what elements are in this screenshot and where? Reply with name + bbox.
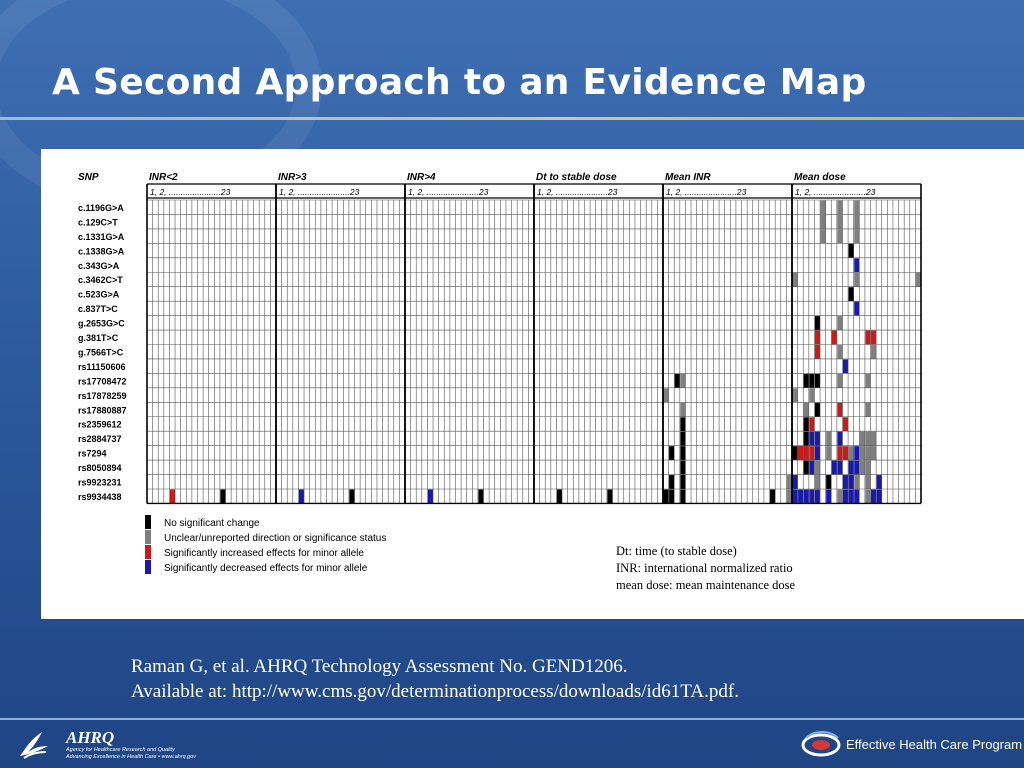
cell-mean-dose	[854, 475, 859, 489]
cell-mean-dose	[815, 432, 820, 446]
cell-mean-dose	[854, 215, 859, 229]
row-label: rs2884737	[78, 434, 122, 445]
cell-mean-dose	[815, 446, 820, 460]
cell-mean-dose	[837, 229, 842, 243]
legend-label: Significantly decreased effects for minor allele	[164, 563, 368, 574]
cell-bottom-row	[557, 490, 562, 504]
cell-mean-dose	[793, 273, 798, 287]
row-label: rs2359612	[78, 419, 122, 430]
row-header-label: SNP	[78, 172, 99, 183]
column-subheader-label: 1, 2, ......................23	[795, 187, 876, 197]
cell-bottom-row	[299, 490, 304, 504]
cell-mean-dose	[854, 258, 859, 272]
row-label: rs8050894	[78, 463, 122, 474]
legend-label: No significant change	[164, 518, 260, 529]
row-label: rs17708472	[78, 376, 127, 387]
row-label: rs17880887	[78, 405, 127, 416]
cell-mean-inr	[664, 490, 669, 504]
cell-mean-dose	[871, 432, 876, 446]
ahrq-tagline-2: Advancing Excellence in Health Care • www.ahrq.gov	[66, 754, 197, 760]
cell-mean-dose	[832, 331, 837, 345]
cell-mean-dose	[860, 432, 865, 446]
cell-mean-dose	[793, 490, 798, 504]
cell-mean-dose	[837, 374, 842, 388]
cell-mean-dose	[854, 302, 859, 316]
cell-mean-dose	[804, 374, 809, 388]
cell-mean-dose	[854, 273, 859, 287]
column-subheader-label: 1, 2, ......................23	[666, 187, 747, 197]
cell-mean-dose	[815, 374, 820, 388]
footer-divider	[0, 718, 1024, 720]
cell-mean-dose	[871, 490, 876, 504]
cell-mean-dose	[849, 244, 854, 258]
ahrq-logo	[66, 729, 196, 761]
citation-line-1: Raman G, et al. AHRQ Technology Assessment No. GEND1206.	[131, 656, 628, 677]
legend-swatch	[145, 560, 151, 574]
program-name: Effective Health Care Program	[846, 736, 1023, 752]
cell-mean-dose	[815, 331, 820, 345]
cell-mean-dose	[798, 446, 803, 460]
cell-bottom-row	[349, 490, 354, 504]
cell-bottom-row	[220, 490, 225, 504]
cell-mean-dose	[849, 287, 854, 301]
legend-swatch	[145, 515, 151, 529]
cell-mean-dose	[815, 475, 820, 489]
cell-mean-dose	[826, 446, 831, 460]
legend-label: Significantly increased effects for minor allele	[164, 548, 364, 559]
cell-mean-dose	[826, 432, 831, 446]
cell-mean-dose	[865, 446, 870, 460]
cell-bottom-row	[170, 490, 175, 504]
cell-mean-inr	[675, 374, 680, 388]
cell-mean-dose	[809, 388, 814, 402]
cell-bottom-row	[428, 490, 433, 504]
row-label: rs9923231	[78, 477, 122, 488]
cell-mean-dose	[815, 345, 820, 359]
column-group-label: INR<2	[149, 172, 178, 183]
column-subheader-label: 1, 2, ......................23	[537, 187, 618, 197]
cell-mean-dose	[837, 432, 842, 446]
cell-mean-dose	[849, 461, 854, 475]
abbreviation-definitions	[616, 543, 916, 594]
column-subheader-label: 1, 2, ......................23	[150, 187, 231, 197]
cell-mean-dose	[843, 417, 848, 431]
evidence-map-panel	[41, 149, 1024, 619]
cell-mean-dose	[849, 446, 854, 460]
definition-mean-dose: mean dose: mean maintenance dose	[616, 578, 796, 592]
row-label: rs9934438	[78, 491, 122, 502]
ahrq-tagline-1: Agency for Healthcare Research and Quality	[66, 747, 175, 753]
cell-mean-dose	[809, 432, 814, 446]
cell-mean-dose	[837, 403, 842, 417]
cell-mean-dose	[843, 359, 848, 373]
row-label: rs7294	[78, 448, 107, 459]
cell-mean-dose	[804, 461, 809, 475]
cell-mean-dose	[804, 417, 809, 431]
cell-mean-dose	[871, 446, 876, 460]
cell-mean-dose	[837, 461, 842, 475]
cell-mean-dose	[854, 446, 859, 460]
cell-mean-dose	[843, 475, 848, 489]
cell-bottom-row	[478, 490, 483, 504]
cell-mean-dose	[849, 475, 854, 489]
cell-mean-dose	[865, 475, 870, 489]
row-label: c.3462C>T	[78, 275, 123, 286]
cell-mean-inr	[680, 403, 685, 417]
cell-mean-dose	[871, 331, 876, 345]
row-label: rs11150606	[78, 361, 126, 372]
cell-mean-dose	[821, 201, 826, 215]
row-label: c.1338G>A	[78, 246, 125, 257]
cell-mean-dose	[865, 374, 870, 388]
definition-dt: Dt: time (to stable dose)	[616, 544, 737, 558]
cell-mean-dose	[837, 201, 842, 215]
cell-mean-inr	[680, 475, 685, 489]
cell-bottom-row	[607, 490, 612, 504]
column-subheader-label: 1, 2, ......................23	[408, 187, 489, 197]
cell-mean-dose	[871, 345, 876, 359]
row-label: c.343G>A	[78, 260, 120, 271]
row-label: c.523G>A	[78, 289, 120, 300]
definition-inr: INR: international normalized ratio	[616, 561, 793, 575]
cell-mean-dose	[837, 345, 842, 359]
cell-mean-dose	[843, 446, 848, 460]
cell-mean-dose	[809, 374, 814, 388]
row-label: g.381T>C	[78, 333, 119, 343]
cell-mean-inr	[664, 388, 669, 402]
cell-mean-dose	[815, 403, 820, 417]
cell-mean-dose	[815, 490, 820, 504]
effective-health-care-logo	[800, 730, 1022, 758]
ahrq-name: AHRQ	[66, 728, 115, 747]
row-label: c.1196G>A	[78, 202, 124, 213]
cell-mean-dose	[804, 446, 809, 460]
cell-mean-dose	[804, 490, 809, 504]
cell-mean-dose	[798, 490, 803, 504]
cell-mean-dose	[854, 229, 859, 243]
cell-mean-dose	[815, 316, 820, 330]
cell-mean-dose	[804, 403, 809, 417]
row-label: rs17878259	[78, 390, 127, 401]
cell-mean-dose	[865, 432, 870, 446]
cell-mean-dose	[815, 461, 820, 475]
ehc-swirl-icon	[800, 730, 842, 758]
column-group-label: Mean INR	[665, 172, 711, 183]
cell-mean-dose	[826, 490, 831, 504]
cell-mean-inr	[669, 475, 674, 489]
cell-mean-inr	[680, 432, 685, 446]
cell-mean-inr	[669, 490, 674, 504]
cell-mean-dose	[793, 388, 798, 402]
cell-mean-dose	[837, 446, 842, 460]
cell-mean-dose	[821, 229, 826, 243]
cell-mean-dose	[860, 461, 865, 475]
cell-mean-dose	[837, 215, 842, 229]
column-subheader-label: 1, 2, ......................23	[279, 187, 360, 197]
column-group-label: Dt to stable dose	[536, 172, 617, 183]
citation	[131, 654, 739, 704]
cell-mean-dose	[865, 490, 870, 504]
cell-mean-dose	[809, 461, 814, 475]
legend-label: Unclear/unreported direction or significance status	[164, 533, 387, 544]
cell-mean-inr	[680, 446, 685, 460]
cell-mean-dose	[809, 446, 814, 460]
column-group-label: INR>4	[407, 172, 436, 183]
cell-mean-inr	[680, 490, 685, 504]
row-label: c.837T>C	[78, 304, 118, 315]
cell-mean-dose	[804, 432, 809, 446]
citation-line-2: Available at: http://www.cms.gov/determinationprocess/downloads/id61TA.pdf.	[131, 681, 739, 702]
cell-mean-dose	[854, 461, 859, 475]
title-underline	[0, 117, 1024, 120]
cell-bottom-row	[770, 490, 775, 504]
cell-mean-dose	[793, 475, 798, 489]
cell-mean-dose	[821, 215, 826, 229]
cell-mean-inr	[669, 446, 674, 460]
cell-mean-dose	[793, 446, 798, 460]
hhs-eagle-icon	[16, 728, 52, 760]
cell-mean-dose	[860, 446, 865, 460]
cell-mean-dose	[843, 490, 848, 504]
cell-mean-dose	[877, 490, 882, 504]
cell-mean-inr	[680, 461, 685, 475]
cell-mean-inr	[680, 417, 685, 431]
cell-mean-dose	[865, 403, 870, 417]
legend-swatch	[145, 545, 151, 559]
cell-mean-dose	[826, 475, 831, 489]
cell-mean-dose	[854, 201, 859, 215]
row-label: c.1331G>A	[78, 231, 125, 242]
column-group-label: Mean dose	[794, 172, 846, 183]
cell-mean-dose	[832, 461, 837, 475]
cell-mean-dose	[865, 461, 870, 475]
cell-mean-dose	[837, 316, 842, 330]
row-label: g.2653G>C	[78, 318, 125, 329]
row-label: g.7566T>C	[78, 347, 124, 358]
cell-mean-dose	[854, 490, 859, 504]
cell-mean-dose	[809, 490, 814, 504]
row-label: c.129C>T	[78, 217, 118, 228]
cell-mean-dose	[849, 490, 854, 504]
cell-mean-dose	[809, 417, 814, 431]
cell-mean-dose	[865, 331, 870, 345]
cell-mean-dose	[837, 490, 842, 504]
cell-mean-dose	[877, 475, 882, 489]
column-group-label: INR>3	[278, 172, 307, 183]
legend-swatch	[145, 530, 151, 544]
cell-mean-inr	[680, 374, 685, 388]
slide-title: A Second Approach to an Evidence Map	[52, 62, 867, 103]
